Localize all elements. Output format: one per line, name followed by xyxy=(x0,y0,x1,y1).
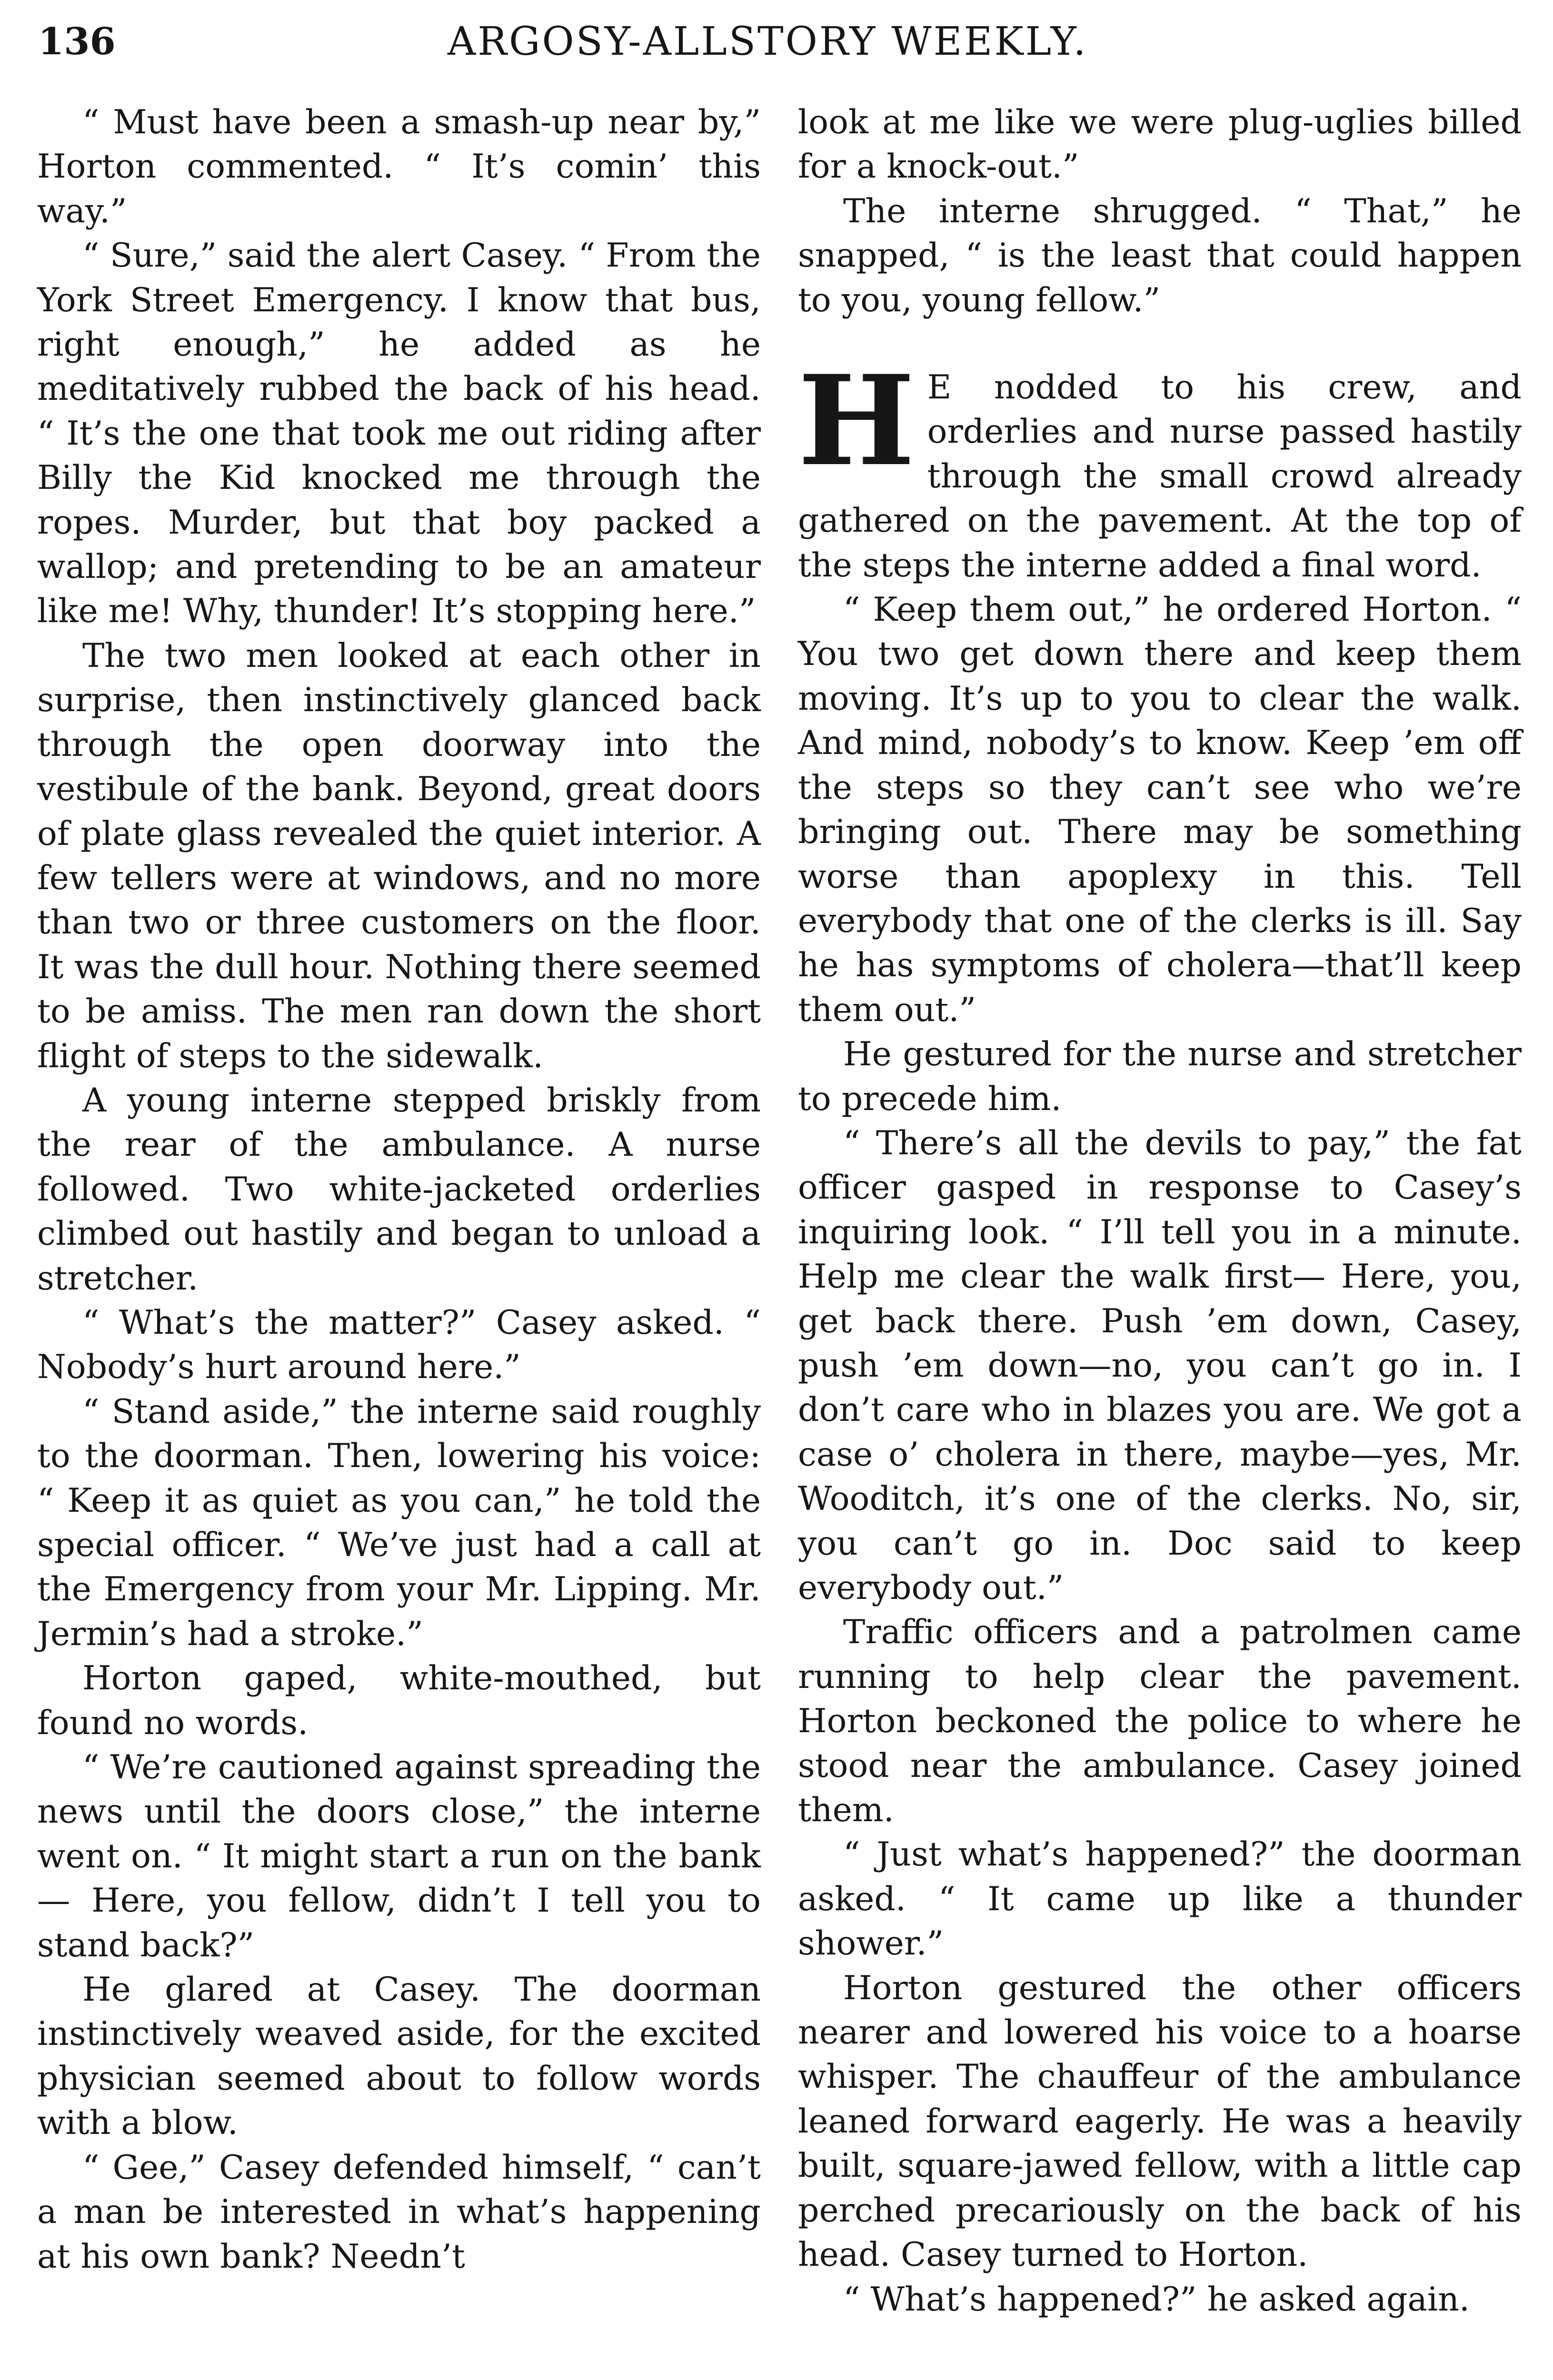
paragraph: “ What’s happened?” he asked again. xyxy=(843,2280,1470,2319)
paragraph: “ Stand aside,” the interne said roughly to the doorman. Then, lowering his voice: “ Keep it as quiet as you can,” he told the special officer. “ We’ve just had a call at the Emergency from your Mr. Lipping. Mr. Jermin’s had a stroke.” xyxy=(37,1392,761,1653)
page-header xyxy=(38,13,1519,70)
dropcap-paragraph xyxy=(798,348,1522,587)
paragraph: Horton gestured the other officers nearer and lowered his voice to a hoarse whisper. The chauffeur of the ambulance leaned forward eagerly. He was a heavily built, square-jawed fellow, with a little cap perched precariously on the back of his head. Casey turned to Horton. xyxy=(798,1968,1522,2274)
paragraph: “ What’s the matter?” Casey asked. “ Nobody’s hurt around here.” xyxy=(37,1303,761,1387)
right-column xyxy=(798,100,1522,2321)
paragraph: He glared at Casey. The doorman instinctively weaved aside, for the excited physician seemed about to follow words with a blow. xyxy=(37,1970,761,2142)
paragraph: A young interne stepped briskly from the rear of the ambulance. A nurse followed. Two white-jacketed orderlies climbed out hastily and began to unload a stretcher. xyxy=(37,1081,761,1298)
paragraph: “ We’re cautioned against spreading the news until the doors close,” the interne went on. “ It might start a run on the bank— Here, you fellow, didn’t I tell you to stand back?” xyxy=(37,1748,761,1964)
paragraph: He gestured for the nurse and stretcher to precede him. xyxy=(798,1035,1522,1118)
drop-cap-letter: H xyxy=(798,348,915,494)
paragraph: “ There’s all the devils to pay,” the fat officer gasped in response to Casey’s inquiring look. “ I’ll tell you in a minute. Help me clear the walk first— Here, you, get back there. Push ’em down, Casey, push ’em down—no, you can’t go in. I don’t care who in blazes you are. We got a case o’ cholera in there, maybe—yes, Mr. Wooditch, it’s one of the clerks. No, sir, you can’t go in. Doc said to keep everybody out.” xyxy=(798,1123,1522,1607)
paragraph: The interne shrugged. “ That,” he snapped, “ is the least that could happen to you, young fellow.” xyxy=(798,191,1522,319)
paragraph: “ Gee,” Casey defended himself, “ can’t a man be interested in what’s happening at his own bank? Needn’t xyxy=(37,2148,761,2276)
paragraph: “ Keep them out,” he ordered Horton. “ You two get down there and keep them moving. It’s up to you to clear the walk. And mind, nobody’s to know. Keep ’em off the steps so they can’t see who we’re bringing out. There may be something worse than apoplexy in this. Tell everybody that one of the clerks is ill. Say he has symptoms of cholera—that’ll keep them out.” xyxy=(798,590,1522,1029)
paragraph: Horton gaped, white-mouthed, but found no words. xyxy=(37,1659,761,1742)
paragraph: Traffic officers and a patrolmen came running to help clear the pavement. Horton beckoned the police to where he stood near the ambulance. Casey joined them. xyxy=(798,1613,1522,1830)
paragraph: “ Just what’s happened?” the doorman asked. “ It came up like a thunder shower.” xyxy=(798,1835,1522,1963)
dropcap-paragraph-text: E nodded to his crew, and orderlies and nurse passed hastily through the small crowd already gathered on the pavement. At the top of the steps the interne added a final word. xyxy=(798,368,1522,585)
paragraph: “ Must have been a smash-up near by,” Horton commented. “ It’s comin’ this way.” xyxy=(37,103,761,230)
page-number: 136 xyxy=(38,20,116,63)
paragraph-continuation: look at me like we were plug-uglies billed for a knock-out.” xyxy=(798,103,1522,186)
paragraph: The two men looked at each other in surprise, then instinctively glanced back through the open doorway into the vestibule of the bank. Beyond, great doors of plate glass revealed the quiet interior. A few tellers were at windows, and no more than two or three customers on the floor. It was the dull hour. Nothing there seemed to be amiss. The men ran down the short flight of steps to the sidewalk. xyxy=(37,636,761,1075)
running-head: ARGOSY-ALLSTORY WEEKLY. xyxy=(448,19,1088,64)
paragraph: “ Sure,” said the alert Casey. “ From the York Street Emergency. I know that bus, right enough,” he added as he meditatively rubbed the back of his head. “ It’s the one that took me out riding after Billy the Kid knocked me through the ropes. Murder, but that boy packed a wallop; and pretending to be an amateur like me! Why, thunder! It’s stopping here.” xyxy=(37,236,761,631)
left-column xyxy=(37,100,761,2279)
